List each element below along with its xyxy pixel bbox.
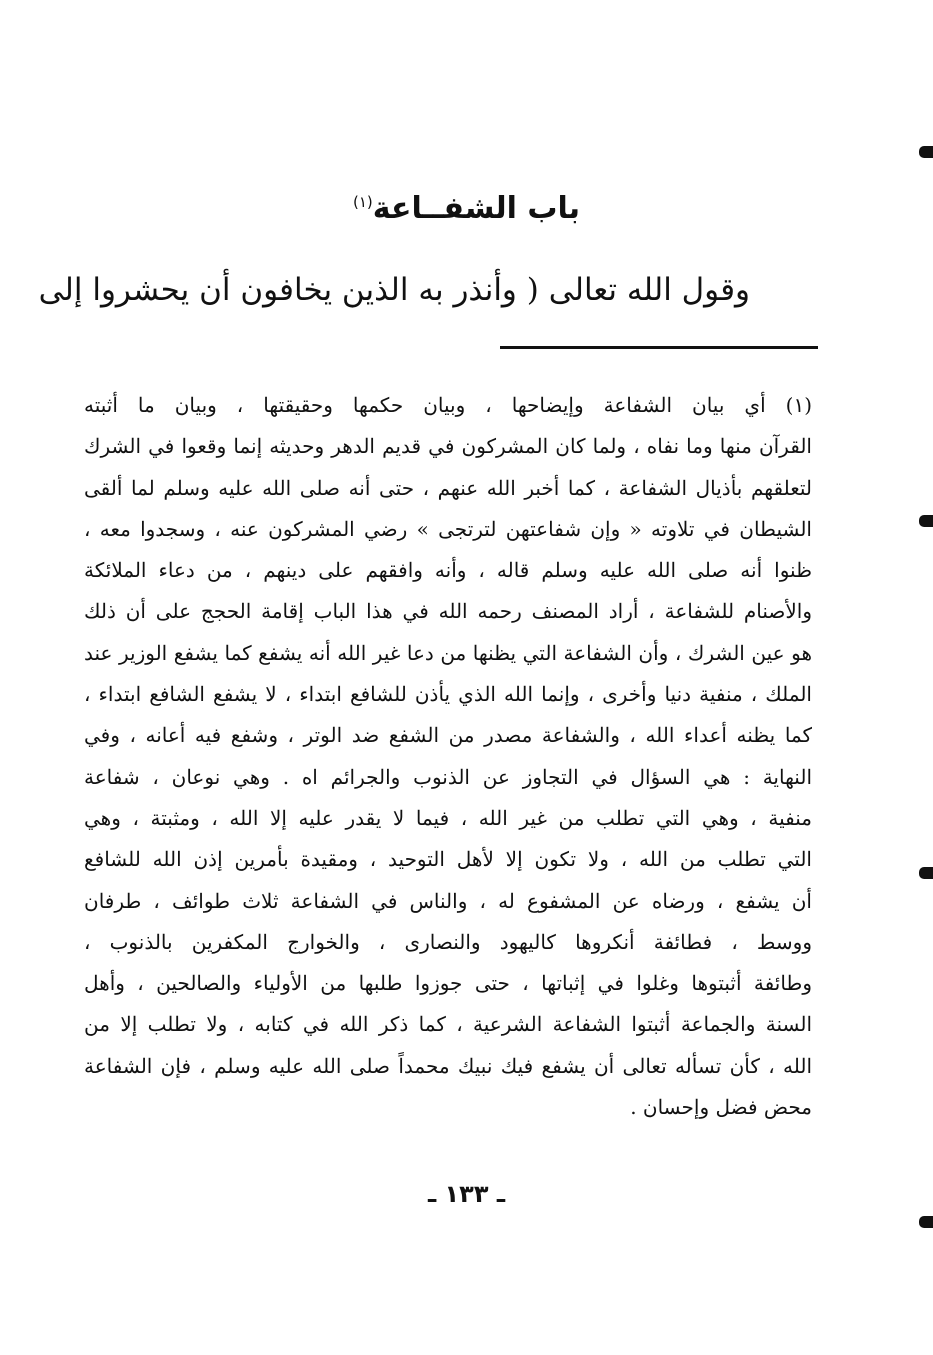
footnote-reference: (١) [352, 193, 373, 211]
chapter-title-text: باب الشفــاعة [372, 191, 581, 226]
footnote-line: محض فضل وإحسان . [630, 1095, 812, 1120]
scan-edge-mark [919, 1216, 933, 1228]
scan-edge-mark [919, 515, 933, 527]
footnote-line: هو عين الشرك ، وأن الشفاعة التي يظنها من دعا غير الله أنه يشفع كما يشفع الوزير عند [84, 640, 812, 665]
footnote-line: النهاية : هي السؤال في التجاوز عن الذنوب والجرائم اه . وهي نوعان ، شفاعة [84, 764, 812, 789]
footnote-line: الله ، كأن تسأله تعالى أن يشفع فيك نبيك محمداً صلى الله عليه وسلم ، فإن الشفاعة [84, 1053, 812, 1078]
scan-edge-mark [919, 146, 933, 158]
footnote-line: لتعلقهم بأذيال الشفاعة ، كما أخبر الله عنهم ، حتى أنه صلى الله عليه وسلم لما ألقى [84, 475, 812, 500]
footnote-block [84, 385, 812, 1128]
footnote-line: كما يظنه أعداء الله ، والشفاعة مصدر من الشفع ضد الوتر ، وشفع فيه أعانه ، وفي [84, 723, 812, 748]
footnote-line: التي تطلب من الله ، ولا تكون إلا لأهل التوحيد ، ومقيدة بأمرين إذن الله للشافع [84, 847, 812, 872]
footnote-line: وطائفة أثبتوها وغلوا في إثباتها ، حتى جوزوا طلبها من الأولياء والصالحين ، وأهل [84, 971, 812, 996]
footnote-line: القرآن منها وما نفاه ، ولما كان المشركون في قديم الدهر وحديثه إنما وقعوا في الشرك [84, 434, 812, 459]
verse-line: وقول الله تعالى ( وأنذر به الذين يخافون أن يحشروا إلى [38, 272, 750, 308]
footnote-line: أن يشفع ، ورضاه عن المشفوع له ، والناس في الشفاعة ثلاث طوائف ، طرفان [84, 888, 812, 913]
page-number: ـ ١٣٣ ـ [427, 1180, 506, 1208]
footnote-line: منفية ، وهي التي تطلب من غير الله ، فيما لا يقدر عليه إلا الله ، ومثبتة ، وهي [84, 805, 812, 830]
footnote-line: الشيطان في تلاوته « وإن شفاعتهن لترتجى » رضي المشركون عنه ، وسجدوا معه ، [84, 516, 812, 541]
footnote-line: الملك ، منفية دنيا وأخرى ، وإنما الله الذي يأذن للشافع ابتداء ، لا يشفع الشافع ابتداء ، [84, 682, 812, 707]
scan-edge-mark [919, 867, 933, 879]
footnote-line: ووسط ، فطائفة أنكروها كاليهود والنصارى ، والخوارج المكفرين بالذنوب ، [84, 929, 812, 954]
footnote-line: والأصنام للشفاعة ، أراد المصنف رحمه الله في هذا الباب إقامة الحجج على أن ذلك [84, 599, 812, 624]
footnote-line: (١) أي بيان الشفاعة وإيضاحها ، وبيان حكمها وحقيقتها ، وبيان ما أثبته [84, 393, 812, 417]
footnote-line: ظنوا أنه صلى الله عليه وسلم قاله ، وأنه وافقهم على دينهم ، من دعاء الملائكة [84, 558, 812, 583]
footnote-separator [500, 346, 818, 349]
chapter-title [0, 182, 933, 229]
footnote-line: السنة والجماعة أثبتوا الشفاعة الشرعية ، كما ذكر الله في كتابه ، ولا تطلب إلا من [84, 1012, 812, 1037]
